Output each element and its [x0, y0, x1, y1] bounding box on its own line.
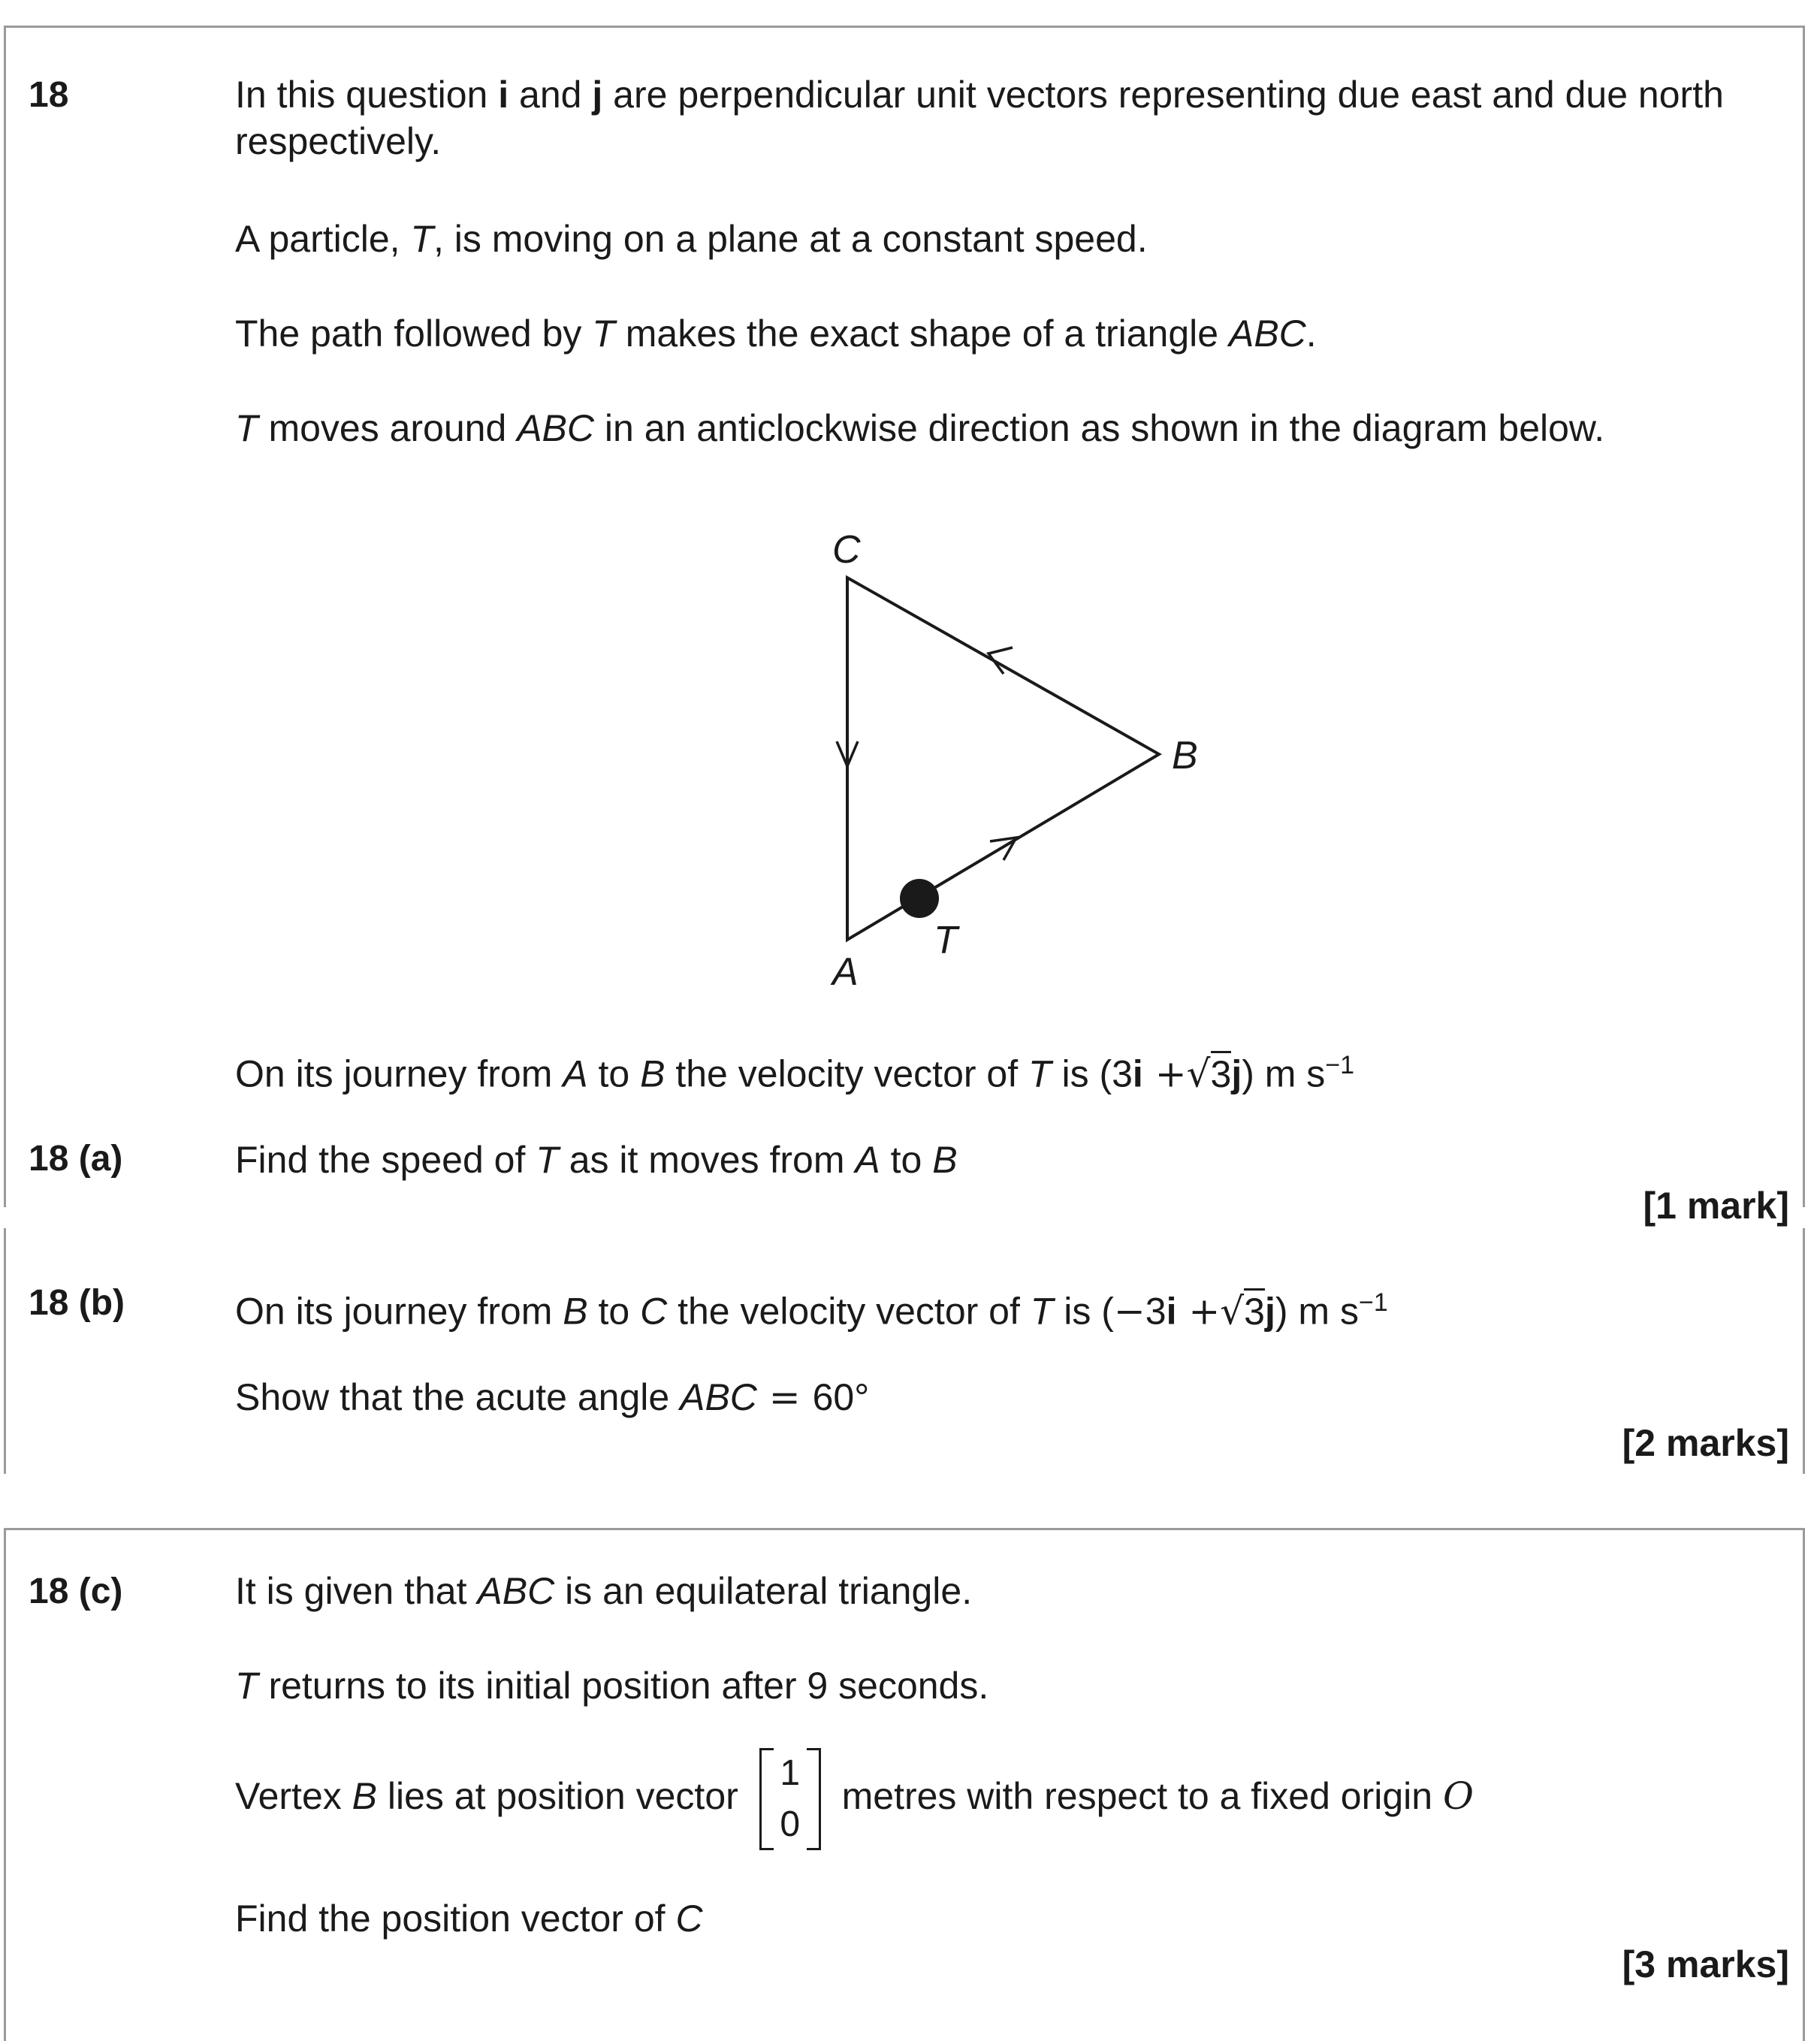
velocity-bc-paragraph: On its journey from B to C the velocity vector of T is (−3i +√3j) m $s^{-1}$: [235, 1288, 1388, 1333]
particle-paragraph: A particle, T, is moving on a plane at a constant speed.: [235, 218, 1148, 260]
part-c-marks: [3 marks]: [1622, 1943, 1789, 1985]
question-18b-box: [4, 1228, 1805, 1474]
part-a-question: Find the speed of T as it moves from A to B: [235, 1139, 958, 1181]
intro-paragraph: In this question i and j are perpendicular unit vectors representing due east and due north respectively.: [235, 74, 1724, 162]
path-paragraph: The path followed by T makes the exact shape of a triangle ABC.: [235, 312, 1317, 355]
direction-paragraph: T moves around ABC in an anticlockwise direction as shown in the diagram below.: [235, 407, 1605, 449]
velocity-ab-paragraph: On its journey from A to B the velocity vector of T is (3i +√3j) m $s^{-1}$: [235, 1051, 1355, 1096]
part-c-question: Find the position vector of C: [235, 1898, 703, 1940]
triangle-diagram: [810, 494, 1200, 1004]
label-a: A: [832, 950, 859, 994]
question-18c-box: [4, 1528, 1805, 2041]
equilateral-paragraph: It is given that ABC is an equilateral triangle.: [235, 1570, 973, 1612]
label-c: C: [832, 528, 861, 572]
part-b-label: 18 (b): [29, 1283, 125, 1323]
question-number: 18: [29, 75, 69, 115]
question-18-main-box: [4, 26, 1805, 1227]
label-t: T: [934, 919, 958, 962]
label-b: B: [1172, 734, 1198, 777]
vertex-b-paragraph: Vertex B lies at position vector 1 0 metres with respect to a fixed origin O: [235, 1748, 1767, 1850]
part-b-marks: [2 marks]: [1622, 1422, 1789, 1464]
position-vector-b: 1 0: [759, 1748, 821, 1850]
part-b-question: Show that the acute angle ABC = 60°: [235, 1375, 870, 1419]
return-time-paragraph: T returns to its initial position after 9 seconds.: [235, 1665, 989, 1707]
triangle-abc: [847, 578, 1159, 940]
part-a-marks: [1 mark]: [1643, 1185, 1789, 1227]
part-c-label: 18 (c): [29, 1572, 123, 1611]
particle-t-dot: [900, 879, 939, 918]
part-a-label: 18 (a): [29, 1139, 123, 1179]
